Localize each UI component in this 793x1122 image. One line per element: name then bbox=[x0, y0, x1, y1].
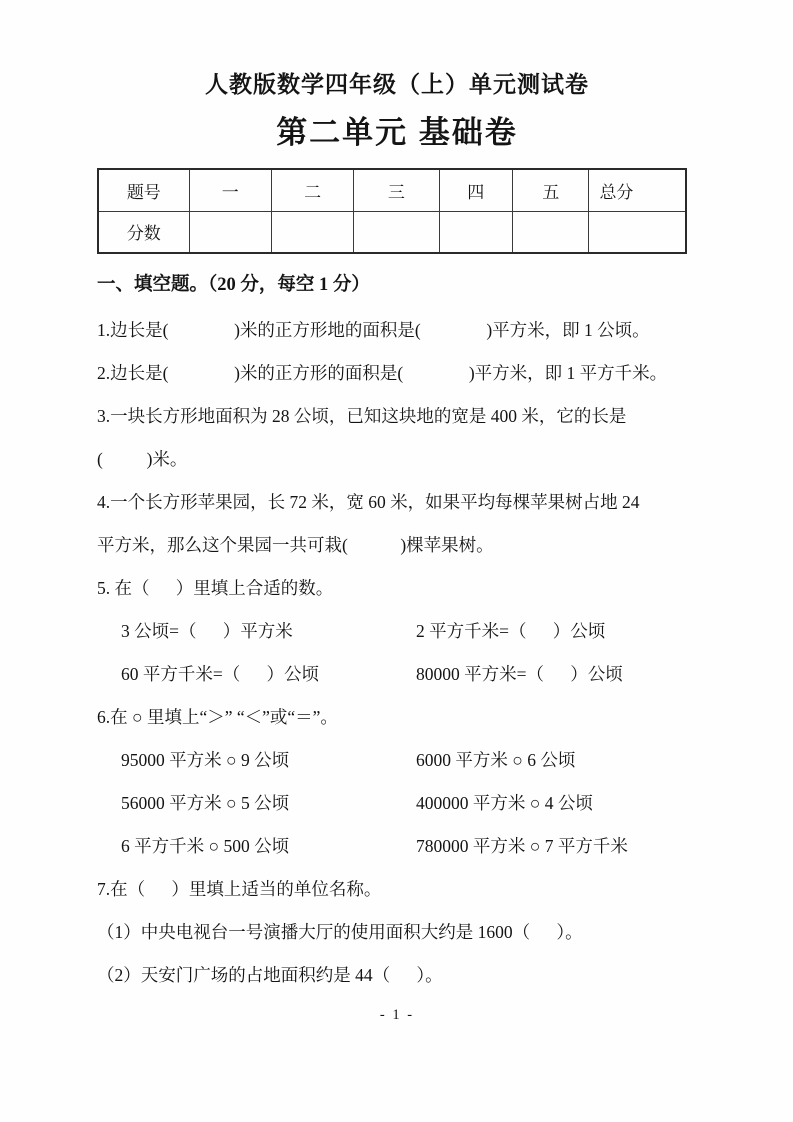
question-6: 6.在 ○ 里填上“＞” “＜”或“＝”。 bbox=[97, 707, 338, 728]
cell-total-label: 总分 bbox=[589, 169, 686, 211]
cell-question-number-label: 题号 bbox=[98, 169, 189, 211]
question-2: 2.边长是( )米的正方形的面积是( )平方米，即 1 平方千米。 bbox=[97, 363, 668, 384]
cell-score-total bbox=[589, 211, 686, 253]
page-number: - 1 - bbox=[379, 1007, 415, 1024]
score-table-score-row bbox=[98, 211, 686, 253]
q5-item-4: 80000 平方米=（ ）公顷 bbox=[416, 664, 623, 685]
question-6-items-row-1 bbox=[97, 739, 697, 782]
q6-item-6: 780000 平方米 ○ 7 平方千米 bbox=[416, 836, 628, 857]
question-3-line-1: 3.一块长方形地面积为 28 公顷，已知这块地的宽是 400 米，它的长是 bbox=[97, 406, 627, 427]
q5-item-1: 3 公顷=（ ）平方米 bbox=[121, 621, 293, 642]
cell-score-5 bbox=[513, 211, 589, 253]
question-5: 5. 在（ ）里填上合适的数。 bbox=[97, 578, 334, 599]
q6-item-2: 6000 平方米 ○ 6 公顷 bbox=[416, 750, 576, 771]
question-5-items-row-1 bbox=[97, 610, 697, 653]
cell-section-2: 二 bbox=[271, 169, 353, 211]
cell-section-3: 三 bbox=[354, 169, 439, 211]
section-1-heading: 一、填空题。（20 分，每空 1 分） bbox=[97, 275, 370, 296]
question-6-items-row-3 bbox=[97, 825, 697, 868]
q6-item-1: 95000 平方米 ○ 9 公顷 bbox=[121, 750, 290, 771]
q5-item-3: 60 平方千米=（ ）公顷 bbox=[121, 664, 319, 685]
questions-body bbox=[97, 309, 697, 997]
document-title: 人教版数学四年级（上）单元测试卷 bbox=[205, 72, 589, 97]
cell-section-4: 四 bbox=[439, 169, 513, 211]
cell-score-4 bbox=[439, 211, 513, 253]
question-4-line-1: 4.一个长方形苹果园，长 72 米，宽 60 米，如果平均每棵苹果树占地 24 bbox=[97, 492, 640, 513]
unit-subtitle: 第二单元 基础卷 bbox=[276, 114, 518, 150]
cell-score-label: 分数 bbox=[98, 211, 189, 253]
question-7-sub-2: （2）天安门广场的占地面积约是 44（ ）。 bbox=[97, 965, 443, 986]
q6-item-3: 56000 平方米 ○ 5 公顷 bbox=[121, 793, 290, 814]
score-table-header-row bbox=[98, 169, 686, 211]
page-content bbox=[97, 70, 697, 1024]
q6-item-4: 400000 平方米 ○ 4 公顷 bbox=[416, 793, 593, 814]
question-1: 1.边长是( )米的正方形地的面积是( )平方米，即 1 公顷。 bbox=[97, 320, 650, 341]
question-7: 7.在（ ）里填上适当的单位名称。 bbox=[97, 879, 382, 900]
question-7-sub-1: （1）中央电视台一号演播大厅的使用面积大约是 1600（ ）。 bbox=[97, 922, 583, 943]
score-table bbox=[97, 168, 687, 254]
cell-score-1 bbox=[189, 211, 271, 253]
question-3-line-2: ( )米。 bbox=[97, 449, 188, 470]
question-4-line-2: 平方米，那么这个果园一共可栽( )棵苹果树。 bbox=[97, 535, 494, 556]
question-5-items-row-2 bbox=[97, 653, 697, 696]
cell-section-5: 五 bbox=[513, 169, 589, 211]
cell-score-3 bbox=[354, 211, 439, 253]
cell-section-1: 一 bbox=[189, 169, 271, 211]
q5-item-2: 2 平方千米=（ ）公顷 bbox=[416, 621, 606, 642]
question-6-items-row-2 bbox=[97, 782, 697, 825]
q6-item-5: 6 平方千米 ○ 500 公顷 bbox=[121, 836, 290, 857]
cell-score-2 bbox=[271, 211, 353, 253]
